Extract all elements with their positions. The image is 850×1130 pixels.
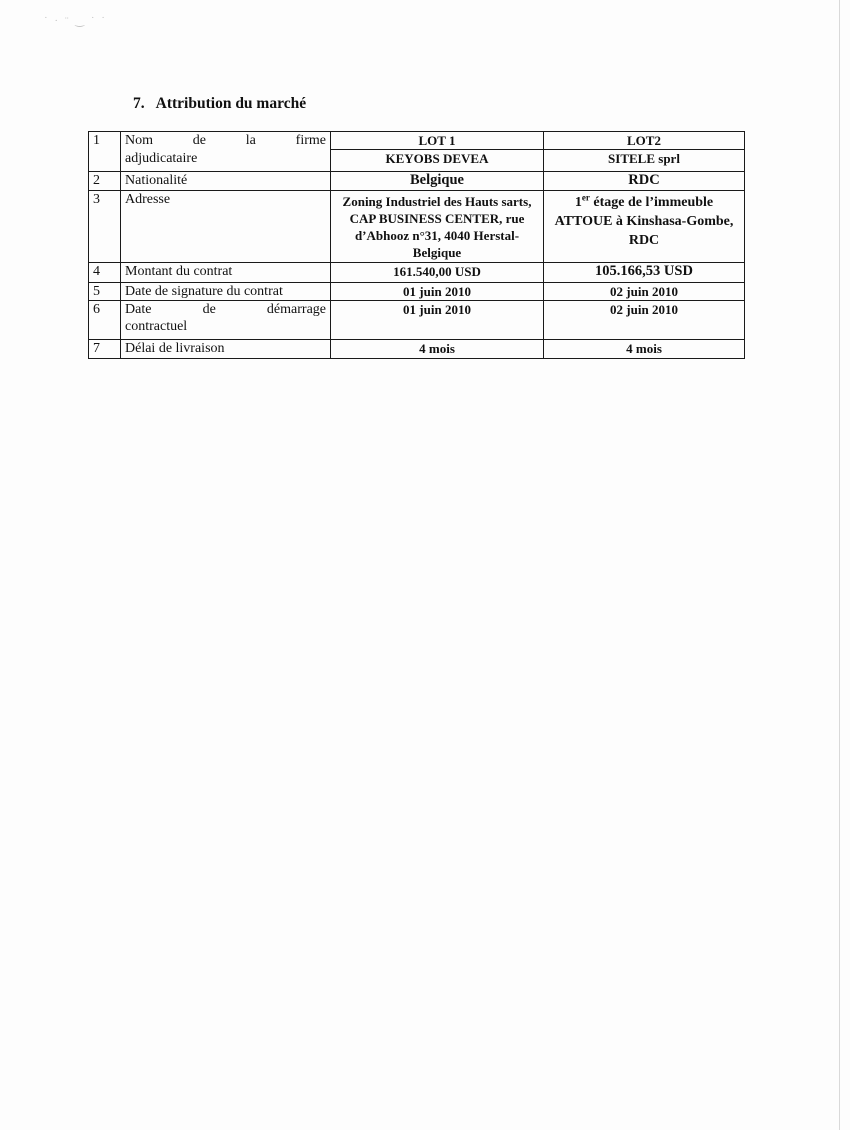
lot2-address-text: étage de l’immeuble ATTOUE à Kinshasa-Gombe, RDC: [554, 195, 734, 248]
lot1-address: Zoning Industriel des Hauts sarts, CAP BUSINESS CENTER, rue d’Abhooz n°31, 4040 Herstal-Belgique: [331, 191, 544, 263]
lot1-signature-date: 01 juin 2010: [331, 283, 544, 301]
row-label: Nom de la firme: [121, 132, 331, 150]
lot1-start-date: 01 juin 2010: [331, 301, 544, 340]
award-table: [88, 131, 745, 359]
row-number: 4: [89, 263, 121, 283]
row-label: [121, 301, 331, 340]
table-row: [89, 172, 745, 191]
page-edge: [839, 0, 840, 1130]
lot2-amount: 105.166,53 USD: [544, 263, 745, 283]
row-number: 1: [89, 132, 121, 172]
table-row: [89, 340, 745, 359]
table-row: [89, 132, 745, 150]
row-number: 7: [89, 340, 121, 359]
row-number: 3: [89, 191, 121, 263]
row-number: 2: [89, 172, 121, 191]
row-label: Adresse: [121, 191, 331, 263]
lot2-header: LOT2: [544, 132, 745, 150]
section-title: Attribution du marché: [155, 95, 307, 112]
lot1-delivery-time: 4 mois: [331, 340, 544, 359]
table-row: [89, 301, 745, 340]
lot2-address-ordinal: 1: [574, 195, 582, 210]
lot2-address: [544, 191, 745, 263]
row-number: [89, 301, 121, 340]
lot2-start-date: 02 juin 2010: [544, 301, 745, 340]
row-label: Montant du contrat: [121, 263, 331, 283]
table-row: [89, 263, 745, 283]
lot2-signature-date: 02 juin 2010: [544, 283, 745, 301]
section-heading: [133, 95, 306, 113]
table-row: [89, 191, 745, 263]
row-label: Date de signature du contrat: [121, 283, 331, 301]
lot2-address-ordinal-suffix: er: [581, 192, 590, 203]
row-label: Délai de livraison: [121, 340, 331, 359]
row-label-line2: contractuel: [125, 319, 188, 334]
lot2-nationality: RDC: [544, 172, 745, 191]
lot1-nationality: Belgique: [331, 172, 544, 191]
lot1-amount: 161.540,00 USD: [331, 263, 544, 283]
table-row: [89, 283, 745, 301]
row-number: 5: [89, 283, 121, 301]
lot2-delivery-time: 4 mois: [544, 340, 745, 359]
row-label: Nationalité: [121, 172, 331, 191]
scan-artifact: ˙ · ¨ ‿ ˙ ˙: [44, 15, 107, 27]
section-number: 7.: [133, 95, 145, 112]
row-label-continued: adjudicataire: [121, 150, 331, 172]
row-number-text: 6: [93, 302, 100, 317]
table-row: [89, 150, 745, 172]
lot1-firm-name: KEYOBS DEVEA: [331, 150, 544, 172]
row-label-line1: Date de démarrage: [125, 302, 326, 317]
lot1-header: LOT 1: [331, 132, 544, 150]
lot2-firm-name: SITELE sprl: [544, 150, 745, 172]
